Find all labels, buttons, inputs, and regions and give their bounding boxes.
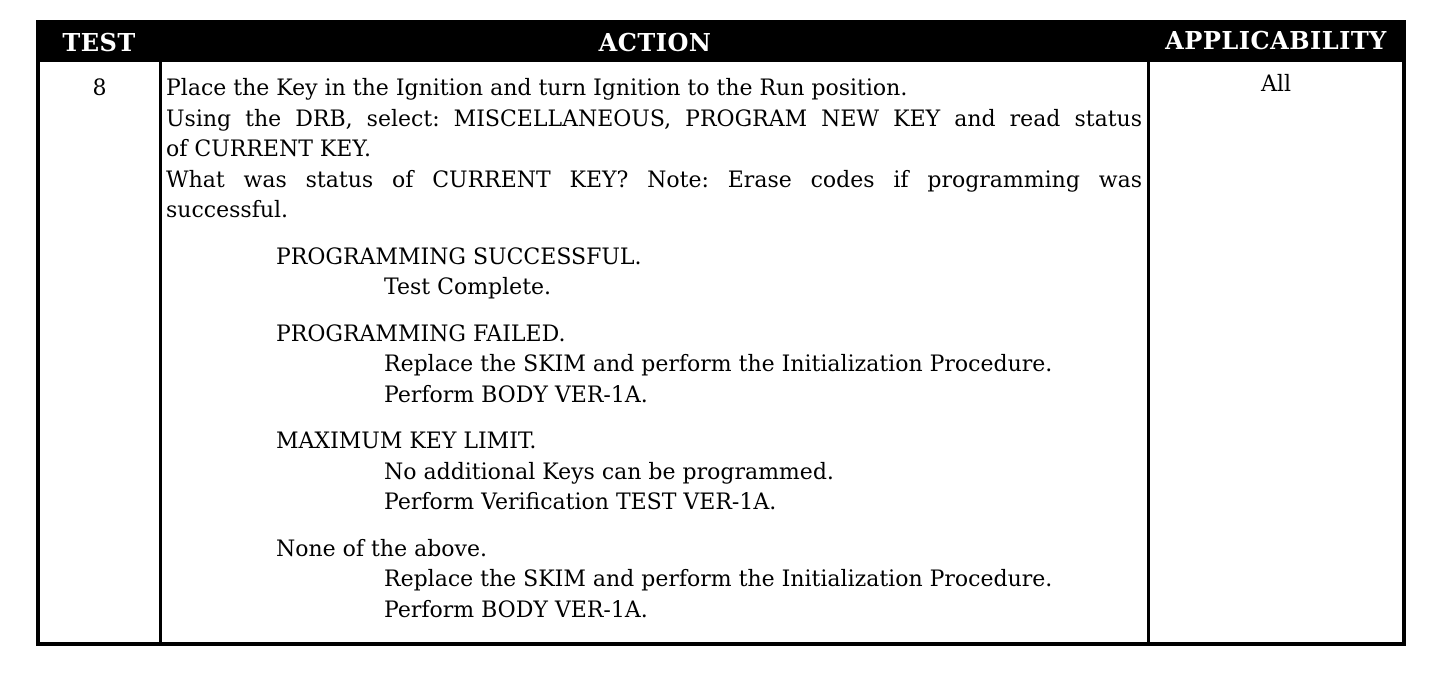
- intro-line: What was status of CURRENT KEY? Note: Erase codes if programming was: [166, 167, 1142, 193]
- test-number: 8: [92, 76, 107, 101]
- column-divider-action-applicability: [1147, 62, 1150, 642]
- option-label: None of the above.: [276, 536, 487, 562]
- option-none-of-the-above: [276, 535, 1142, 627]
- applicability-value: All: [1261, 72, 1291, 97]
- table-header-row: [40, 24, 1402, 62]
- intro-line: Using the DRB, select: MISCELLANEOUS, PROGRAM NEW KEY and read status: [166, 106, 1142, 132]
- option-result: Perform BODY VER-1A.: [384, 597, 648, 623]
- column-divider-test-action: [159, 62, 162, 642]
- option-label: PROGRAMMING SUCCESSFUL.: [276, 244, 642, 270]
- option-maximum-key-limit: [276, 427, 1142, 519]
- option-programming-successful: [276, 243, 1142, 304]
- action-cell: [166, 74, 1142, 626]
- option-result: No additional Keys can be programmed.: [384, 459, 834, 485]
- option-programming-failed: [276, 320, 1142, 412]
- intro-line: of CURRENT KEY.: [166, 137, 372, 162]
- option-label: MAXIMUM KEY LIMIT.: [276, 429, 537, 454]
- header-test: TEST: [62, 28, 136, 57]
- intro-line: successful.: [166, 198, 289, 223]
- option-result: Test Complete.: [384, 275, 552, 300]
- header-action: ACTION: [598, 28, 712, 57]
- diagnostic-test-table: [36, 20, 1406, 646]
- option-result: Replace the SKIM and perform the Initialization Procedure.: [384, 352, 1053, 377]
- option-result: Perform BODY VER-1A.: [384, 382, 648, 408]
- header-applicability: APPLICABILITY: [1165, 26, 1387, 55]
- option-result: Perform Verification TEST VER-1A.: [384, 490, 777, 515]
- intro-line: Place the Key in the Ignition and turn Ignition to the Run position.: [166, 76, 908, 101]
- option-label: PROGRAMMING FAILED.: [276, 321, 566, 347]
- option-result: Replace the SKIM and perform the Initialization Procedure.: [384, 567, 1053, 592]
